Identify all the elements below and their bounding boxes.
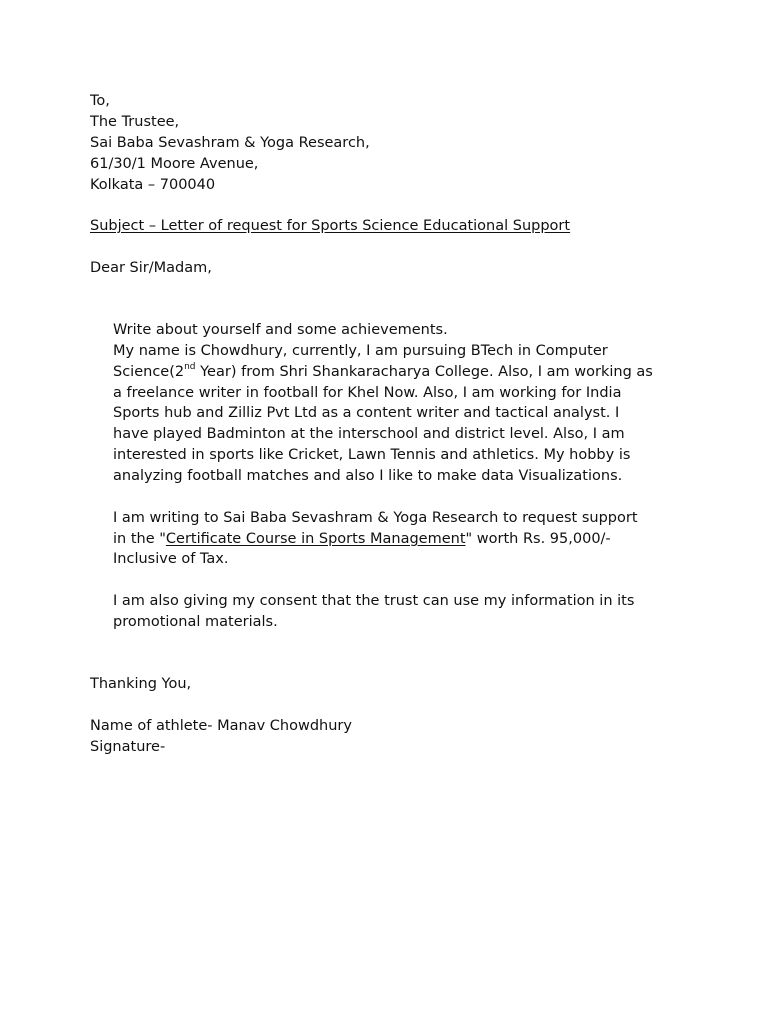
text-fragment: in the " [113,531,166,547]
athlete-name: Name of athlete- Manav Chowdhury [90,718,352,734]
recipient-organization: Sai Baba Sevashram & Yoga Research, [90,135,370,151]
signature-line: Signature- [90,739,166,755]
subject-line: Subject – Letter of request for Sports Science Educational Support [90,218,571,234]
paragraph-line: interested in sports like Cricket, Lawn Tennis and athletics. My hobby is [113,447,631,463]
paragraph-line: My name is Chowdhury, currently, I am pursuing BTech in Computer [113,343,608,359]
closing: Thanking You, [90,676,192,692]
paragraph-line: have played Badminton at the interschool and district level. Also, I am [113,426,625,442]
paragraph-line: I am also giving my consent that the trust can use my information in its [113,593,635,609]
recipient-street: 61/30/1 Moore Avenue, [90,156,259,172]
recipient-city: Kolkata – 700040 [90,177,216,193]
salutation: Dear Sir/Madam, [90,260,212,276]
paragraph-line [113,529,611,549]
paragraph-line: promotional materials. [113,614,278,630]
paragraph-line: I am writing to Sai Baba Sevashram & Yoga Research to request support [113,510,638,526]
paragraph-line: Inclusive of Tax. [113,551,229,567]
course-name: Certificate Course in Sports Management [165,531,466,547]
recipient-title: The Trustee, [90,114,180,130]
superscript: nd [184,362,196,373]
paragraph-line: Write about yourself and some achievements. [113,322,448,338]
paragraph-line: a freelance writer in football for Khel Now. Also, I am working for India [113,385,622,401]
text-fragment: " worth Rs. 95,000/- [465,531,611,547]
paragraph-line: Sports hub and Zilliz Pvt Ltd as a content writer and tactical analyst. I [113,405,620,421]
text-fragment: Year) from Shri Shankaracharya College. Also, I am working as [195,364,653,380]
paragraph-line [113,362,653,382]
recipient-to: To, [90,93,110,109]
text-fragment: Science(2 [113,364,185,380]
paragraph-line: analyzing football matches and also I like to make data Visualizations. [113,468,623,484]
